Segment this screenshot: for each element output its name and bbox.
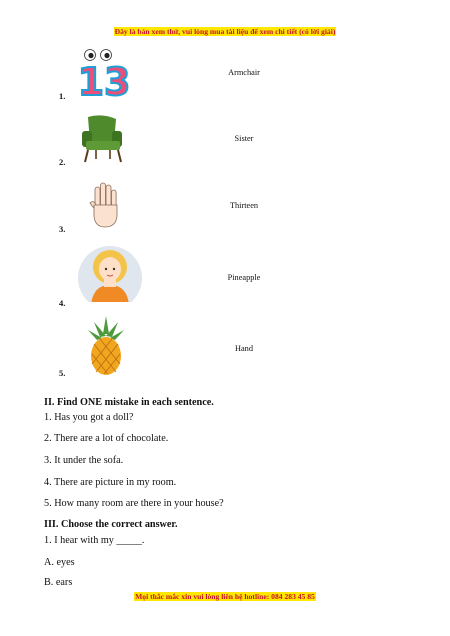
hotline-banner: Mọi thắc mắc xin vui lòng liên hệ hotline: 084 283 45 85: [135, 592, 315, 601]
sentence-item: 3. It under the sofa.: [44, 455, 124, 466]
answer-option: A. eyes: [44, 557, 75, 568]
sentence-item: 5. How many room are there in your house?: [44, 498, 224, 509]
question-text: 1. I hear with my _____.: [44, 535, 145, 546]
word-item: Pineapple: [227, 273, 261, 282]
item-number: 1.: [59, 91, 66, 101]
answer-option: B. ears: [44, 577, 73, 588]
preview-notice-banner: Đây là bản xem thử, vui lòng mua tài liệu để xem chi tiết (có lời giải): [114, 27, 336, 36]
item-number: 5.: [59, 368, 66, 378]
item-number: 2.: [59, 157, 66, 167]
number-13-text: 13: [78, 60, 130, 100]
girl-icon: [77, 245, 143, 302]
item-number: 3.: [59, 224, 66, 234]
sentence-item: 1. Has you got a doll?: [44, 412, 134, 423]
sentence-item: 2. There are a lot of chocolate.: [44, 433, 169, 444]
section-3-heading: III. Choose the correct answer.: [44, 519, 178, 530]
item-number: 4.: [59, 298, 66, 308]
word-item: Thirteen: [229, 201, 259, 210]
pineapple-icon: [86, 316, 126, 376]
word-item: Sister: [234, 134, 254, 143]
section-2-heading: II. Find ONE mistake in each sentence.: [44, 397, 214, 408]
sentence-item: 4. There are picture in my room.: [44, 477, 177, 488]
word-item: Armchair: [228, 68, 260, 77]
word-item: Hand: [235, 344, 253, 353]
number-13-icon: [78, 48, 130, 100]
armchair-icon: [76, 113, 128, 163]
hand-icon: [86, 181, 124, 229]
